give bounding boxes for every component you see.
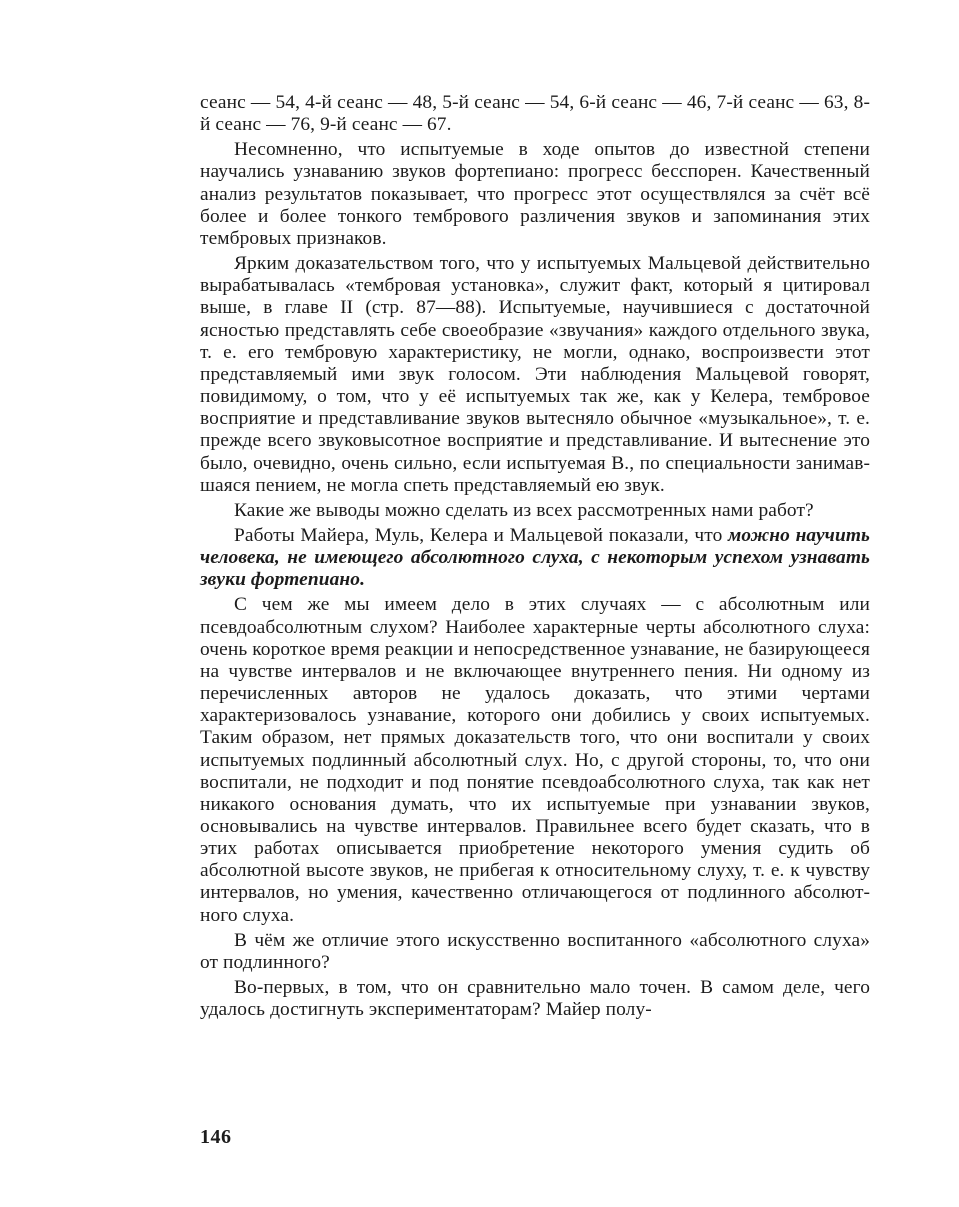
paragraph-progress: Несомненно, что испытуемые в ходе опытов до известной степени научались узнаванию звуков фортепиано: прогресс бесспорен. Качественный анализ результатов показывает, что прогресс этот осуществлялся за счёт всё более и более тонкого тембрового различения звуков и запоминания этих тембровых признаков. <box>200 139 870 249</box>
paragraph-session-results: сеанс — 54, 4-й сеанс — 48, 5-й сеанс — 54, 6-й сеанс — 46, 7-й сеанс — 63, 8-й сеанс — 76, 9-й сеанс — 67. <box>200 92 870 136</box>
paragraph-works-showed <box>200 525 870 591</box>
page-number: 146 <box>200 1126 232 1148</box>
works-lead-text: Работы Майера, Муль, Келера и Мальцевой показали, что <box>234 524 729 546</box>
paragraph-question-conclusions: Какие же выводы можно сделать из всех рассмотренных нами работ? <box>234 499 814 521</box>
paragraph-timbre-setting: Ярким доказательством того, что у испытуемых Мальцевой действительно вырабатывалась «тембровая установка», служит факт, который я цитировал выше, в главе II (стр. 87—88). Испытуемые, научившиеся с достаточной ясностью представлять себе своеобразие «звучания» каждого отдельного звука, т. е. его тембровую характеристику, не могли, однако, воспроизвести этот представляемый ими звук голосом. Эти наблюдения Мальцевой говорят, повидимому, о том, что у её испытуемых так же, как у Келера, тембровое восприятие и представливание звуков вытесняло обычное «музыкальное», т. е. прежде всего звуковысотное восприятие и представливание. И вытеснение это было, очевидно, очень сильно, если испытуемая В., по специальности занимавшаяся пением, не могла спеть представляемый ею звук. <box>200 253 870 496</box>
paragraph-question-difference: В чём же отличие этого искусственно воспитанного «абсолютного слуха» от подлинного? <box>200 929 870 973</box>
works-emphasis-text: можно научить человека, не имеющего абсолютного слуха, с некоторым успехом узнавать звуки фортепиано. <box>200 524 870 591</box>
paragraph-absolute-vs-pseudo: С чем же мы имеем дело в этих случаях — с абсолютным или псевдоабсолютным слухом? Наиболее характерные черты абсолютного слуха: очень короткое время реакции и непосредственное узнавание, не базирующееся на чувстве интервалов и не включающее внутреннего пения. Ни одному из перечисленных авторов не удалось доказать, что этими чертами характеризовалось узнавание, которого они добились у своих испытуемых. Таким образом, нет прямых доказательств того, что они воспитали у своих испытуемых подлинный абсолютный слух. Но, с другой стороны, то, что они воспитали, не подходит и под понятие псевдоабсолютного слуха, так как нет никакого основания думать, что их испытуемые при узнавании звуков, основывались на чувстве интервалов. Правильнее всего будет сказать, что в этих работах описывается приобретение некоторого умения судить об абсолютной высоте звуков, не прибегая к относительному слуху, т. е. к чувству интервалов, но умения, качественно отличающегося от подлинного абсолютного слуха. <box>200 594 870 926</box>
paragraph-firstly: Во-первых, в том, что он сравнительно мало точен. В самом деле, чего удалось достигнуть экспериментаторам? Майер полу- <box>200 977 870 1021</box>
main-text <box>200 92 870 1021</box>
